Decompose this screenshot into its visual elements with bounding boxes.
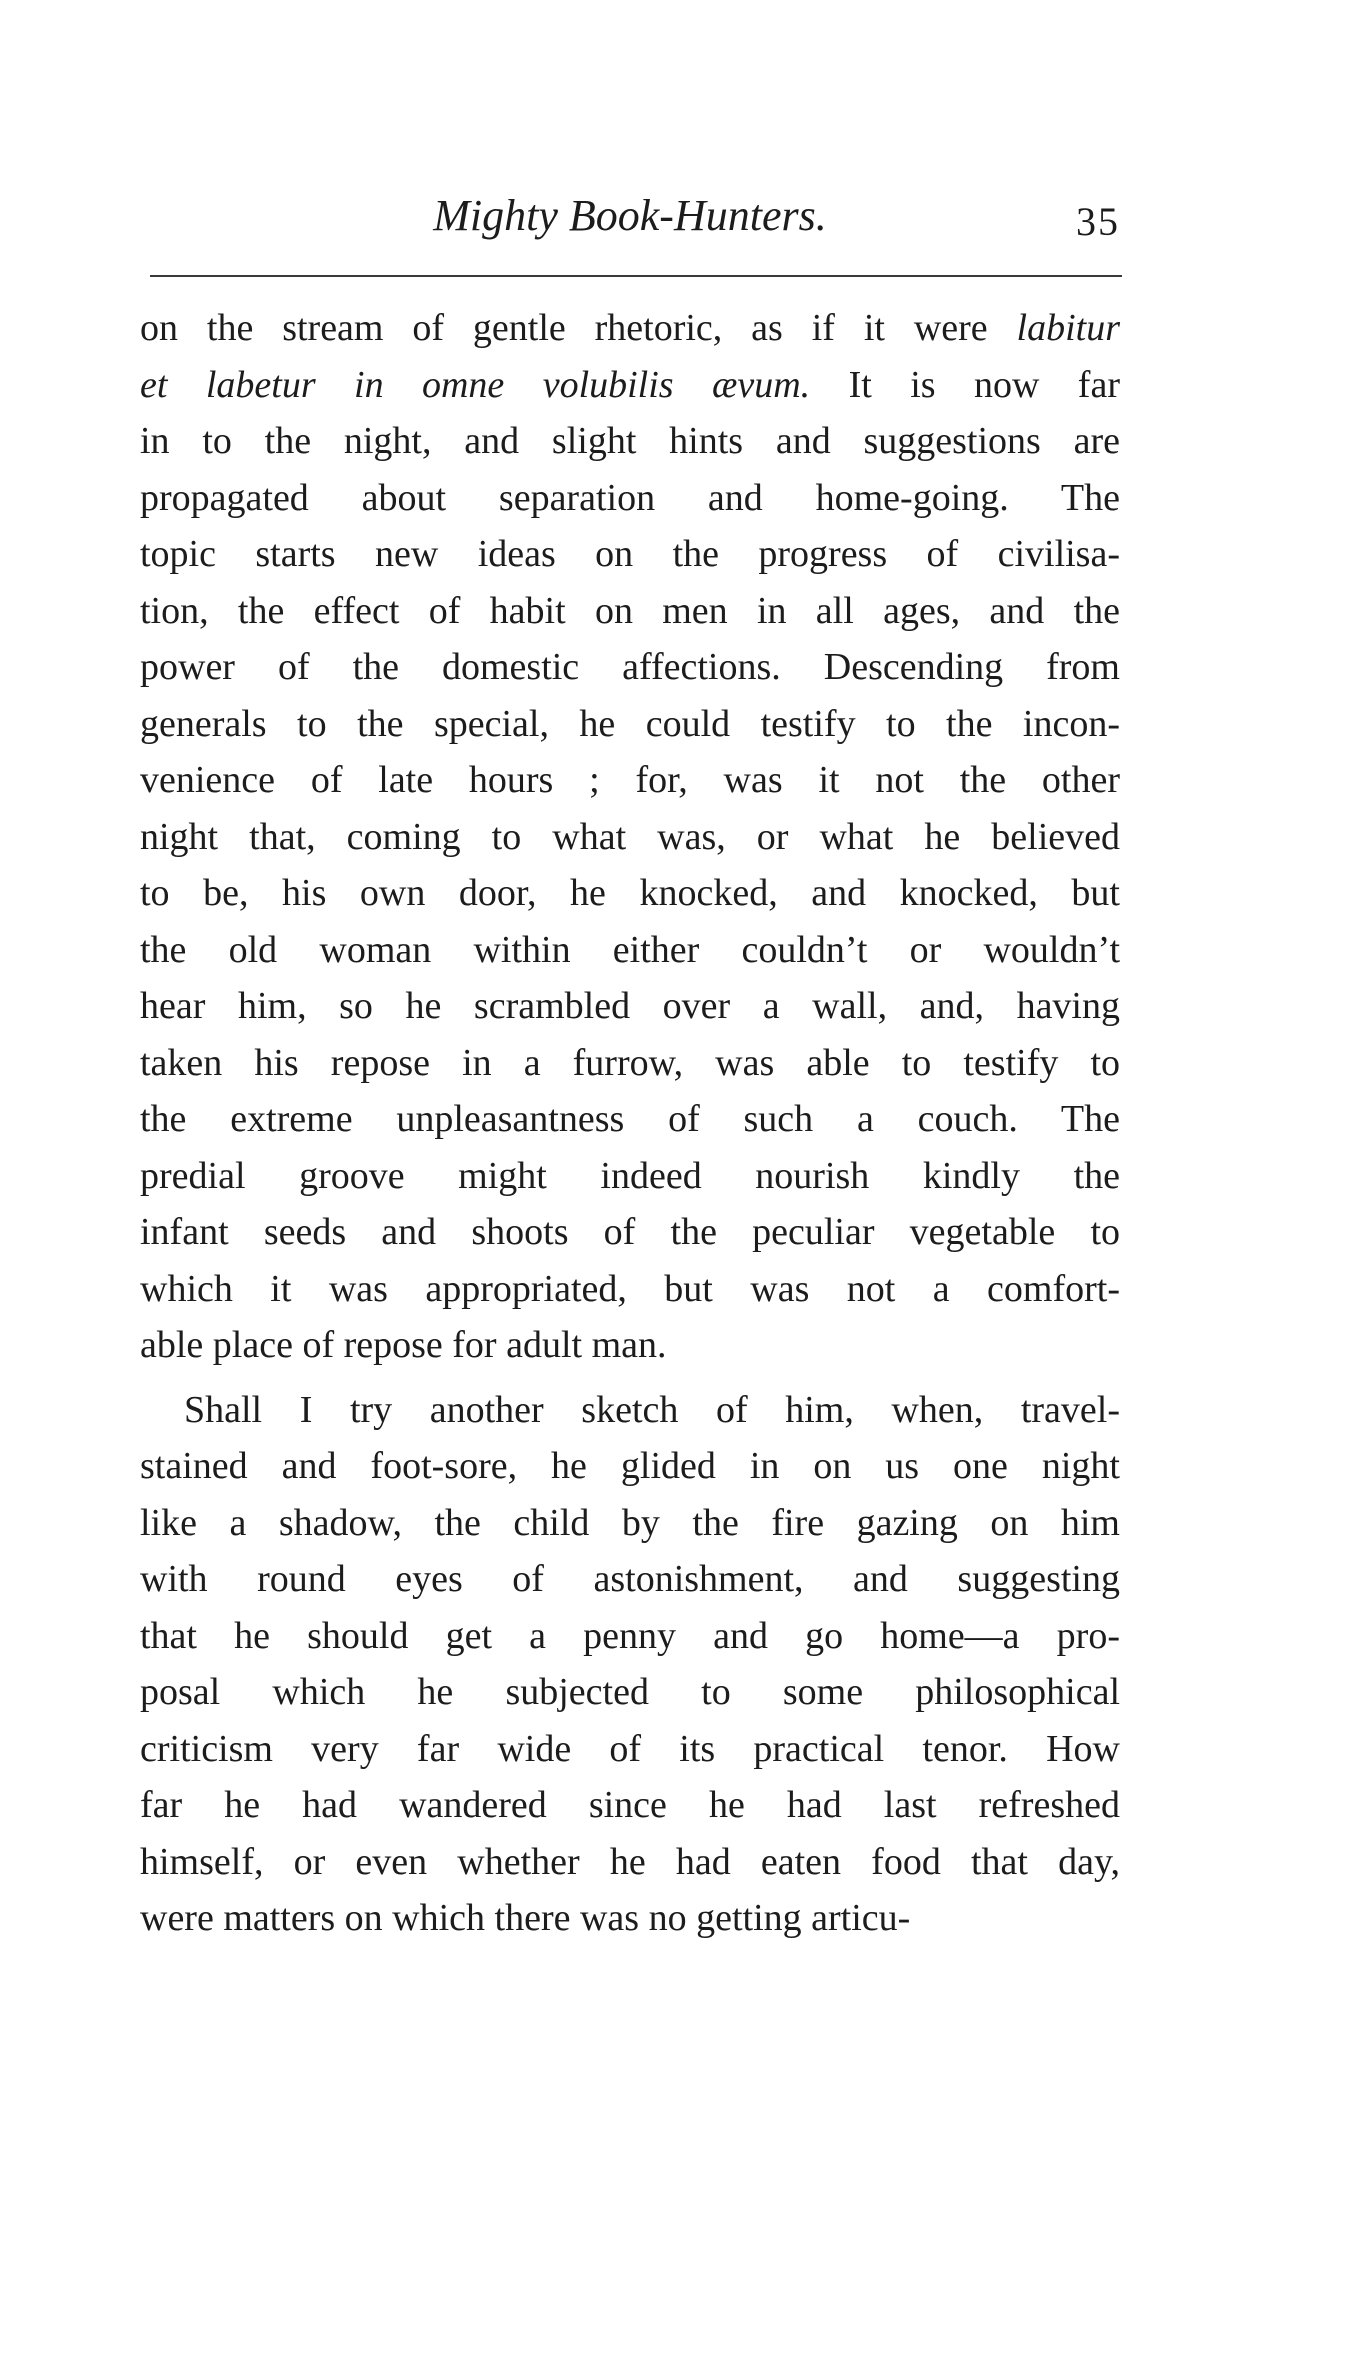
text-segment: generals to the special, he could testify to the incon- [140,702,1120,745]
text-segment: were matters on which there was no getting articu- [140,1897,911,1939]
text-segment: posal which he subjected to some philosophical [140,1671,1120,1713]
italic-text: et labetur in omne volubilis ævum. [140,363,811,406]
text-segment: topic starts new ideas on the progress of civilisa- [140,533,1120,575]
text-segment: venience of late hours ; for, was it not the other [140,759,1120,801]
text-segment: power of the domestic affections. Descending from [140,646,1120,688]
text-segment: in to the night, and slight hints and suggestions are [140,420,1120,462]
text-segment: himself, or even whether he had eaten food that day, [140,1840,1120,1883]
text-line [140,1438,1120,1495]
text-segment: able place of repose for adult man. [140,1324,667,1366]
text-segment: tion, the effect of habit on men in all ages, and the [140,589,1120,632]
text-segment: It is now far [810,363,1120,406]
text-line [140,639,1120,696]
text-segment: criticism very far wide of its practical tenor. How [140,1727,1120,1770]
italic-text: labitur [1016,307,1120,349]
text-segment: the extreme unpleasantness of such a couch. The [140,1098,1120,1140]
text-line [140,357,1120,414]
text-line [140,1551,1120,1608]
text-segment: which it was appropriated, but was not a comfort- [140,1267,1120,1310]
text-line [140,1834,1120,1891]
text-line [140,865,1120,922]
text-line [140,978,1120,1035]
text-line [140,696,1120,753]
text-line [140,1035,1120,1092]
header-rule [150,275,1122,277]
text-line [140,1204,1120,1261]
text-line [140,300,1120,357]
text-line [140,1890,1120,1947]
text-line [140,1777,1120,1834]
paragraph [140,300,1120,1374]
text-segment: to be, his own door, he knocked, and knocked, but [140,872,1120,914]
text-line [140,809,1120,866]
paragraph-gap [140,1374,1120,1382]
text-segment: predial groove might indeed nourish kindly the [140,1154,1120,1197]
text-segment: propagated about separation and home-going. The [140,476,1120,519]
text-line [140,413,1120,470]
text-segment: stained and foot-sore, he glided in on us one night [140,1445,1120,1487]
text-line [140,1091,1120,1148]
paragraph [140,1382,1120,1947]
text-line [140,1261,1120,1318]
text-segment: Shall I try another sketch of him, when, travel- [184,1388,1120,1431]
text-line [140,752,1120,809]
text-line [140,1721,1120,1778]
text-segment: that he should get a penny and go home—a pro- [140,1614,1120,1657]
running-title: Mighty Book-Hunters. [433,191,827,240]
text-segment: the old woman within either couldn’t or wouldn’t [140,928,1120,971]
text-segment: on the stream of gentle rhetoric, as if it were [140,307,1017,349]
text-line [140,583,1120,640]
text-segment: taken his repose in a furrow, was able to testify to [140,1041,1120,1084]
page-number: 35 [1076,199,1120,244]
text-segment: night that, coming to what was, or what he believed [140,815,1120,858]
text-segment: hear him, so he scrambled over a wall, and, having [140,985,1120,1027]
text-line [140,1317,1120,1374]
text-line [140,1608,1120,1665]
text-segment: far he had wandered since he had last refreshed [140,1784,1120,1826]
running-head [140,188,1120,258]
text-segment: like a shadow, the child by the fire gazing on him [140,1501,1120,1544]
text-segment: infant seeds and shoots of the peculiar vegetable to [140,1211,1120,1253]
text-line [140,1495,1120,1552]
text-line [140,922,1120,979]
text-line [140,1664,1120,1721]
text-line [140,526,1120,583]
text-line [140,470,1120,527]
body-text [140,300,1120,1947]
text-line [140,1148,1120,1205]
text-segment: with round eyes of astonishment, and suggesting [140,1558,1120,1600]
text-line [140,1382,1120,1439]
